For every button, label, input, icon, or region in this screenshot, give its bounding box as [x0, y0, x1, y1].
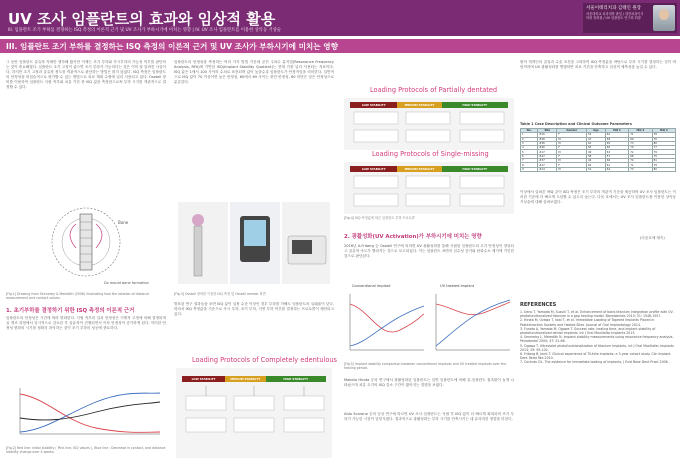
table-cell: 58: [605, 137, 628, 141]
table-cell: 73: [629, 167, 652, 171]
figure-5-left-title: Conventional implant: [352, 284, 391, 288]
table-cell: 58: [587, 154, 606, 158]
author-affiliation: 서울대학교 치과대학 졸업 / 대한치과이식학회 정회원 / UV 임플란트 연구회 회장: [586, 12, 644, 21]
segment-medium: MEDIUM STABILITY: [397, 166, 441, 172]
table-cell: 66: [605, 159, 628, 163]
table-cell: #16: [538, 133, 557, 137]
segment-low: LOW STABILITY: [350, 166, 397, 172]
table-body: [521, 133, 676, 172]
figure-1: [6, 194, 166, 290]
table-cell: 74: [629, 159, 652, 163]
table-cell: 60: [605, 146, 628, 150]
figure-5-right-title: UV treated implant: [440, 284, 475, 288]
to-be-continued: (다음호에 계속): [640, 236, 665, 240]
table-cell: 70: [629, 146, 652, 150]
table-cell: #14: [538, 167, 557, 171]
chart-edentulous: [176, 368, 332, 458]
table-cell: 7: [521, 159, 538, 163]
table-cell: #47: [538, 163, 557, 167]
table-caption: Table 1 Case Description and Clinical Outcome Parameters: [520, 122, 632, 126]
table-cell: 75: [652, 154, 675, 158]
table-cell: F: [557, 154, 587, 158]
chart-partial-title: Loading Protocols of Partially dentated: [370, 86, 498, 94]
table-cell: 47: [587, 137, 606, 141]
section-2-heading: 2. 광활성화(UV Activation)가 부하시기에 미치는 영향: [344, 234, 482, 240]
table-cell: M: [557, 137, 587, 141]
table-cell: M: [557, 159, 587, 163]
table-cell: F: [557, 163, 587, 167]
table-cell: #37: [538, 159, 557, 163]
table-cell: F: [557, 133, 587, 137]
table-cell: #36: [538, 141, 557, 145]
table-cell: 63: [587, 163, 606, 167]
table-header-cell: Age: [587, 129, 606, 133]
body-text-col4b: 이상에서 살펴본 바와 같이 ISQ 측정은 조기 부하의 객관적 기준을 제공하며 UV 조사 임플란트는 이러한 기준에 더 빠르게 도달할 수 있도록 돕는다. 다음 호에서는 UV 조사 임플란트를 이용한 상악동 거상술에 대해 살펴보겠다.: [520, 190, 676, 205]
body-text-col1: 그 동안 임플란트 골유착 자체만 생각해 왔지만 이제는 조기 부하와 즉시부하의 가능성 여부를 판단하는 것이 중요해졌다. 임플란트 초기 고정이 좋으면 조기 부하가 가능하다는 것은 이미 잘 알려진 사실이다. 하지만 초기 고정과 골유착 정도를 객관적으로 판단하는 방법은 많지 않았다. ISQ 측정은 임플란트의 안정성을 비침습적으로 평가할 수 있는 방법으로 치료 계획 수립에 널리 사용되고 있다. Osstell 장비를 이용하여 임플란트 식립 직후와 치유 기간 중 ISQ 값을 측정함으로써 부하 시기를 객관적으로 결정할 수 있다.: [6, 60, 166, 90]
table-header-cell: ISQ 3: [652, 129, 675, 133]
figure-3-device-photos: [174, 196, 334, 290]
table-header-cell: Site: [538, 129, 557, 133]
figure-3: [174, 196, 334, 290]
table-cell: #26: [538, 137, 557, 141]
chart-partial-tree: [344, 108, 514, 150]
page-title: UV 조사 임플란트의 효과와 임상적 활용: [8, 10, 276, 28]
table-cell: 73: [629, 141, 652, 145]
figure-1-drawing: [6, 194, 166, 290]
table-cell: 71: [629, 133, 652, 137]
table-cell: 80: [652, 167, 675, 171]
banner-text: III. 임플란트 조기 부하를 결정하는 ISQ 측정의 이론적 근거 및 UV 조사가 부하시기에 미치는 영향: [6, 42, 338, 51]
table-cell: 79: [652, 150, 675, 154]
table-cell: 71: [629, 163, 652, 167]
chart-partial: [344, 98, 514, 150]
table-cell: 49: [587, 150, 606, 154]
figure-2: [6, 384, 166, 444]
table-cell: 57: [605, 154, 628, 158]
table-cell: 9: [521, 167, 538, 171]
references-list: [520, 310, 676, 365]
segment-low: LOW STABILITY: [350, 102, 397, 108]
table-cell: 65: [605, 141, 628, 145]
table-header-cell: No.: [521, 129, 538, 133]
table-cell: 5: [521, 150, 538, 154]
table-cell: 78: [652, 163, 675, 167]
table-cell: M: [557, 150, 587, 154]
figure-4-caption: [Fig.4] ISQ 측정값에 따른 임플란트 부하 프로토콜: [344, 216, 415, 220]
author-box: [583, 3, 677, 33]
segment-medium: MEDIUM STABILITY: [397, 102, 441, 108]
figure-1-bone-label: Bone: [118, 220, 129, 225]
segment-high: HIGH STABILITY: [266, 376, 326, 382]
table-cell: 80: [652, 141, 675, 145]
figure-1-note-label: Dx mould bone formation: [104, 281, 149, 285]
reference-item: 2. Hirota M, Ozawa T, Iwai T, et al. Immediate Loading of Tapered Implants Placed in Postextraction Sockets and Healed Sites. Journal of Oral Implantology 2014.: [520, 318, 655, 327]
figure-1-caption: [Fig.1] Drawing from Sennerby & Meredith (2008) illustrating how the rotation of distance measurement and contact values.: [6, 292, 150, 301]
table-cell: M: [557, 167, 587, 171]
body-text-col2: 임플란트의 안정성을 측정하는 여러 가지 방법 가운데 공진 주파수 분석법(Resonance Frequency Analysis, RFA)에 기반한 ISQ(Implant Stability Quotient)는 현재 가장 널리 사용되는 지표이다. ISQ 값은 1에서 100 사이의 수치로 표현되며 값이 높을수록 임플란트가 안정적임을 의미한다. 일반적으로 ISQ 값이 70 이상이면 높은 안정성, 60에서 69 사이는 중간 안정성, 60 미만은 낮은 안정성으로 분류한다.: [174, 60, 334, 85]
table-cell: 8: [521, 163, 538, 167]
chart-single: [344, 162, 514, 214]
body-text-col3b: 2016년 A.Friberg 등 Osstell 연구에 의하면 UV 광활성화를 통해 식립된 임플란트의 초기 안정성이 향상되고 골유착 속도가 빨라지는 것으로 보고되었다. 이는 임플란트 표면의 친수성 증가와 탄화수소 제거에 기인한 것으로 판단된다.: [344, 244, 514, 259]
figure-5: [344, 284, 514, 360]
author-photo: [653, 5, 675, 31]
chart-single-tree: [344, 172, 514, 214]
reference-item: 4. Sennerby L, Meredith N. Implant stability measurements using resonance frequency analysis. Periodontol 2000; 47: 51-66.: [520, 335, 674, 344]
body-text-col1b: 임플란트의 안정성은 시간에 따라 변화한다. 식립 직후의 일차 안정성은 기계적 고정에 의해 결정되며 골 개조 과정에서 일시적으로 감소한 후 골유착이 진행되면서 이차 안정성이 증가하게 된다. 이러한 안정성 변화의 시기를 정확히 파악하는 것이 조기 부하의 성공에 중요하다.: [6, 316, 166, 331]
reference-item: 5. Ogawa T. Ultraviolet photofunctionalization of titanium implants. Int J Oral Maxillofac Implants 2014; 29: 95-102.: [520, 343, 674, 352]
figure-3-caption: [Fig.3] Osstell 장비를 이용한 ISQ 측정 및 Osstell mentor 화면: [174, 292, 266, 296]
table-cell: 81: [652, 159, 675, 163]
chart-edentulous-tree: [176, 382, 332, 458]
figure-5-caption: [Fig.5] Implant stability comparison between conventional implants and UV treated implants over the healing period.: [344, 362, 507, 371]
table-cell: 62: [605, 133, 628, 137]
segment-high: HIGH STABILITY: [442, 102, 508, 108]
segment-low: LOW STABILITY: [182, 376, 225, 382]
table-cell: 64: [605, 167, 628, 171]
table-cell: 55: [587, 146, 606, 150]
section-banner: [0, 39, 680, 53]
table-cell: 68: [629, 154, 652, 158]
table-cell: 61: [605, 163, 628, 167]
table-header-cell: Gender: [557, 129, 587, 133]
reference-item: 3. Funato A, Yamada M, Ogawa T. Success rate, healing time, and implant stability of photofunctionalized dental implants. Int J Oral Maxillofac Implants 2013.: [520, 326, 656, 336]
table-cell: 69: [629, 137, 652, 141]
table-header-cell: ISQ 2: [629, 129, 652, 133]
body-text-col3d: Aldo Scarano 등의 임상 연구에 따르면 UV 조사 임플란트는 식립 후 ISQ 값이 더 빠르게 회복되어 조기 부하가 가능한 시점이 앞당겨졌다. 결과적으로 광활성화는 부하 시기를 단축시키는 데 유의미한 영향을 미친다.: [344, 412, 514, 422]
table-cell: 4: [521, 146, 538, 150]
body-text-col2b: 발표된 연구 결과들을 보면 ISQ 값이 일정 수준 이상인 경우 부하를 가해도 임플란트의 실패율이 낮다. 따라서 ISQ 측정값을 기준으로 즉시 부하, 조기 부하, 지연 부하 여부를 결정하는 프로토콜이 제안되고 있다.: [174, 302, 334, 317]
table-cell: F: [557, 146, 587, 150]
figure-2-chart: [6, 384, 166, 444]
segment-medium: MEDIUM STABILITY: [225, 376, 265, 382]
table-cell: 72: [629, 150, 652, 154]
segment-high: HIGH STABILITY: [442, 166, 508, 172]
table-cell: 61: [587, 141, 606, 145]
page-subtitle: III. 임플란트 조기 부하를 결정하는 ISQ 측정의 이론적 근거 및 UV 조사가 부하시기에 미치는 영향 | IV. UV 조사 임플란트를 이용한 상악동 거상술: [8, 28, 281, 33]
table-row: [521, 167, 676, 171]
table-header-cell: ISQ 1: [605, 129, 628, 133]
table-cell: #46: [538, 146, 557, 150]
table-cell: 6: [521, 154, 538, 158]
figure-2-caption: [Fig.2] Red line: initial stability ( Pink line, ISQ values ), Blue line : Decrease in contact, and distance stability change over 4 weeks.: [6, 446, 166, 455]
body-text-col4: 환자 개개인의 골질과 수술 조건을 고려하여 ISQ 측정값을 바탕으로 부하 시기를 결정하는 것이 바람직하며 UV 광활성화를 병행하면 치료 기간을 단축하고 임상적 예측성을 높일 수 있다.: [520, 60, 676, 70]
table-cell: 3: [521, 141, 538, 145]
body-text-col3c: Makoto Hirota 등의 연구에서 광활성화된 임플란트는 일반 임플란트에 비해 골-임플란트 접촉률이 높게 나타났으며 치유 초기의 ISQ 감소 구간이 짧아지는 경향을 보였다.: [344, 378, 514, 388]
table-cell: 52: [587, 133, 606, 137]
table-cell: #17: [538, 150, 557, 154]
author-name: 서울이태리치과 김태인 원장: [586, 6, 642, 11]
references-heading: REFERENCES: [520, 302, 557, 308]
reference-item: 6. Friberg B, Jemt T. Clinical experience of TiUnite implants: a 3-year cohort study. Clin Implant Dent Relat Res 2010.: [520, 352, 671, 361]
chart-edentulous-title: Loading Protocols of Completely edentulous: [192, 356, 337, 364]
table-cell: M: [557, 141, 587, 145]
page-header: [0, 0, 680, 36]
table-cell: #27: [538, 154, 557, 158]
table-cell: 2: [521, 137, 538, 141]
reference-item: 1. Ueno T, Yamada M, Suzuki T, et al. Enhancement of bone-titanium integration profile with UV-photofunctionalized titanium in a gap healing model. Biomaterials 2010; 31: 1546-1557.: [520, 310, 674, 319]
section-1-heading: 1. 초기부하를 결정하기 위한 ISQ 측정의 이론적 근거: [6, 308, 135, 314]
table-cell: 78: [652, 133, 675, 137]
isq-table: [520, 128, 676, 172]
table-cell: 1: [521, 133, 538, 137]
reference-item: 7. Cochran DL. The evidence for immediate loading of implants. J Evid Base Dent Pract 2006.: [520, 360, 669, 365]
chart-single-title: Loading Protocols of Single-missing: [372, 150, 489, 158]
figure-5-curves: [344, 290, 514, 360]
table-cell: 77: [652, 146, 675, 150]
table-cell: 44: [587, 159, 606, 163]
table-cell: 51: [587, 167, 606, 171]
table-cell: 63: [605, 150, 628, 154]
table-cell: 76: [652, 137, 675, 141]
